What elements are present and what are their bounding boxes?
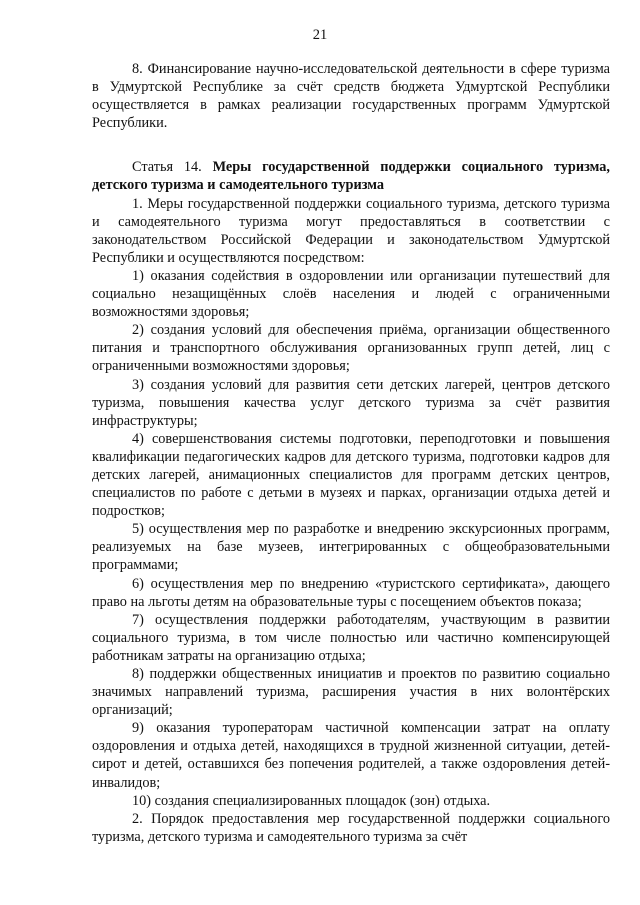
list-item: 1. Меры государственной поддержки социального туризма, детского туризма и самодеятельного туризма могут предоставляться в соответствии с законодательством Российской Федерации и законодательством Удмуртской Республики и осуществляются посредством: — [92, 195, 610, 266]
paragraph-8-financing: 8. Финансирование научно-исследовательской деятельности в сфере туризма в Удмуртской Республике за счёт средств бюджета Удмуртской Республики осуществляется в рамках реализации государственных программ Удмуртской Республики. — [92, 61, 610, 132]
document-body — [92, 60, 610, 846]
list-item: 7) осуществления поддержки работодателям, участвующим в развитии социального туризма, в том числе полностью или частично компенсирующей работникам затраты на организацию отдыха; — [92, 611, 610, 664]
article-prefix: Статья 14. — [132, 159, 202, 176]
list-item: 6) осуществления мер по внедрению «туристского сертификата», дающего право на льготы детям на образовательные туры с посещением объектов показа; — [92, 575, 610, 610]
list-item: 9) оказания туроператорам частичной компенсации затрат на оплату оздоровления и отдыха детей, находящихся в трудной жизненной ситуации, детей-сирот и детей, оставшихся без попечения родителей, а также оздоровления детей-инвалидов; — [92, 720, 610, 791]
list-item: 1) оказания содействия в оздоровлении или организации путешествий для социально незащищённых слоёв населения и людей с ограниченными возможностями здоровья; — [92, 267, 610, 321]
list-item: 4) совершенствования системы подготовки, переподготовки и повышения квалификации педагогических кадров для детского туризма, подготовки кадров для детских лагерей, анимационных специалистов для программ детских центров, специалистов по работе с детьми в музеях и парках, организации отдыха детей и подростков; — [92, 430, 610, 520]
list-item: 3) создания условий для развития сети детских лагерей, центров детского туризма, повышения качества услуг детского туризма за счёт развития инфраструктуры; — [92, 376, 610, 429]
list-item: 2. Порядок предоставления мер государственной поддержки социального туризма, детского туризма и самодеятельного туризма за счёт — [92, 810, 610, 845]
list-item: 2) создания условий для обеспечения приёма, организации общественного питания и транспортного обслуживания организованных групп детей, лиц с ограниченными возможностями здоровья; — [92, 322, 610, 375]
article-heading — [92, 158, 610, 194]
article-title: Меры государственной поддержки социального туризма, детского туризма и самодеятельного туризма — [92, 159, 611, 194]
page-number: 21 — [312, 27, 328, 43]
list-item: 8) поддержки общественных инициатив и проектов по развитию социально значимых направлений туризма, расширения участия в них волонтёрских организаций; — [92, 666, 610, 719]
list-item: 5) осуществления мер по разработке и внедрению экскурсионных программ, реализуемых на базе музеев, интегрированных с общеобразовательными программами; — [92, 521, 610, 574]
list-item: 10) создания специализированных площадок (зон) отдыха. — [132, 792, 491, 809]
